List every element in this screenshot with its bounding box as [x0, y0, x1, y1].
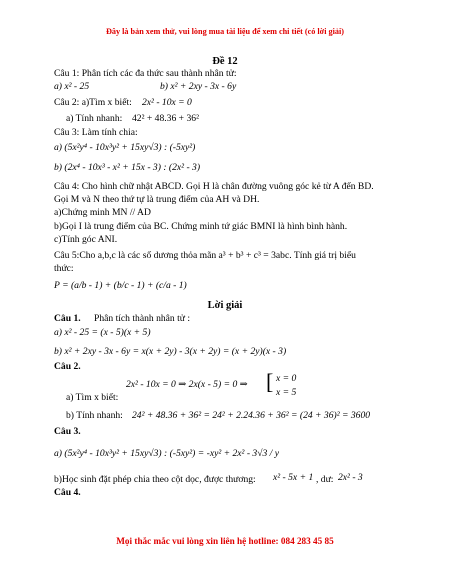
question-2b-label: a) Tính nhanh: — [66, 113, 123, 124]
question-4-line-1: Câu 4: Cho hình chữ nhật ABCD. Gọi H là chân đường vuông góc kẻ từ A đến BD. — [54, 181, 374, 192]
solution-2-heading: Câu 2. — [54, 361, 81, 372]
hotline-banner: Mọi thắc mắc vui lòng xin liên hệ hotline: 084 283 45 85 — [116, 536, 334, 546]
solution-3a: a) (5x²y⁴ - 10x³y² + 15xy√3) : (-5xy²) = -xy² + 2x² - 3√3 / y — [54, 448, 279, 459]
solution-2a-root-2: x = 5 — [276, 387, 297, 398]
question-4a: a)Chứng minh MN // AD — [54, 207, 151, 218]
solution-1a: a) x² - 25 = (x - 5)(x + 5) — [54, 327, 151, 338]
preview-banner: Đây là bản xem thử, vui lòng mua tài liệu để xem chi tiết (có lời giải) — [105, 27, 344, 36]
solution-3b-remainder-label: , dư: — [316, 474, 334, 485]
solution-2a-work: 2x² - 10x = 0 ⇒ 2x(x - 5) = 0 ⇒ — [126, 379, 248, 390]
question-3a: a) (5x²y⁴ - 10x³y² + 15xy√3) : (-5xy²) — [54, 142, 196, 153]
question-3b: b) (2x⁴ - 10x³ - x² + 15x - 3) : (2x² - 3) — [54, 162, 201, 173]
question-4c: c)Tính góc ANI. — [54, 234, 118, 245]
question-1a: a) x² - 25 — [54, 81, 90, 92]
question-5-line-2: thức: — [54, 263, 74, 274]
system-brace: [ — [266, 369, 274, 394]
question-2-equation: 2x² - 10x = 0 — [142, 97, 192, 108]
solution-2a-label: a) Tìm x biết: — [66, 392, 119, 403]
question-5-expression: P = (a/b - 1) + (b/c - 1) + (c/a - 1) — [54, 280, 187, 291]
solution-2b-work: 24² + 48.36 + 36² = 24² + 2.24.36 + 36² = (24 + 36)² = 3600 — [132, 410, 371, 421]
solution-3b-remainder: 2x² - 3 — [338, 472, 363, 483]
solution-1-subheading: Phân tích thành nhân tử : — [94, 313, 191, 324]
solution-2a-root-1: x = 0 — [276, 373, 297, 384]
solution-4-heading: Câu 4. — [54, 487, 81, 498]
question-2-heading: Câu 2: a)Tìm x biết: — [54, 97, 132, 108]
solution-1-heading: Câu 1. — [54, 313, 81, 324]
solutions-title: Lời giải — [207, 300, 243, 311]
question-2b-expression: 42² + 48.36 + 36² — [132, 113, 199, 124]
solution-3b-text: b)Học sinh đặt phép chia theo cột dọc, được thương: — [54, 474, 256, 485]
solution-3-heading: Câu 3. — [54, 426, 81, 437]
exam-title: Đề 12 — [212, 56, 238, 67]
question-4-line-2: Gọi M và N theo thứ tự là trung điểm của AH và DH. — [54, 194, 260, 205]
question-4b: b)Gọi I là trung điểm của BC. Chứng minh tứ giác BMNI là hình bình hành. — [54, 221, 348, 232]
solution-1b: b) x² + 2xy - 3x - 6y = x(x + 2y) - 3(x + 2y) = (x + 2y)(x - 3) — [54, 346, 287, 357]
question-1-heading: Câu 1: Phân tích các đa thức sau thành nhân tử: — [54, 68, 237, 79]
question-1b: b) x² + 2xy - 3x - 6y — [160, 81, 237, 92]
question-5-line-1: Câu 5:Cho a,b,c là các số dương thỏa mãn a³ + b³ + c³ = 3abc. Tính giá trị biểu — [54, 250, 356, 261]
solution-2b-label: b) Tính nhanh: — [66, 410, 123, 421]
solution-3b-quotient: x² - 5x + 1 — [273, 472, 314, 483]
question-3-heading: Câu 3: Làm tính chia: — [54, 127, 138, 138]
